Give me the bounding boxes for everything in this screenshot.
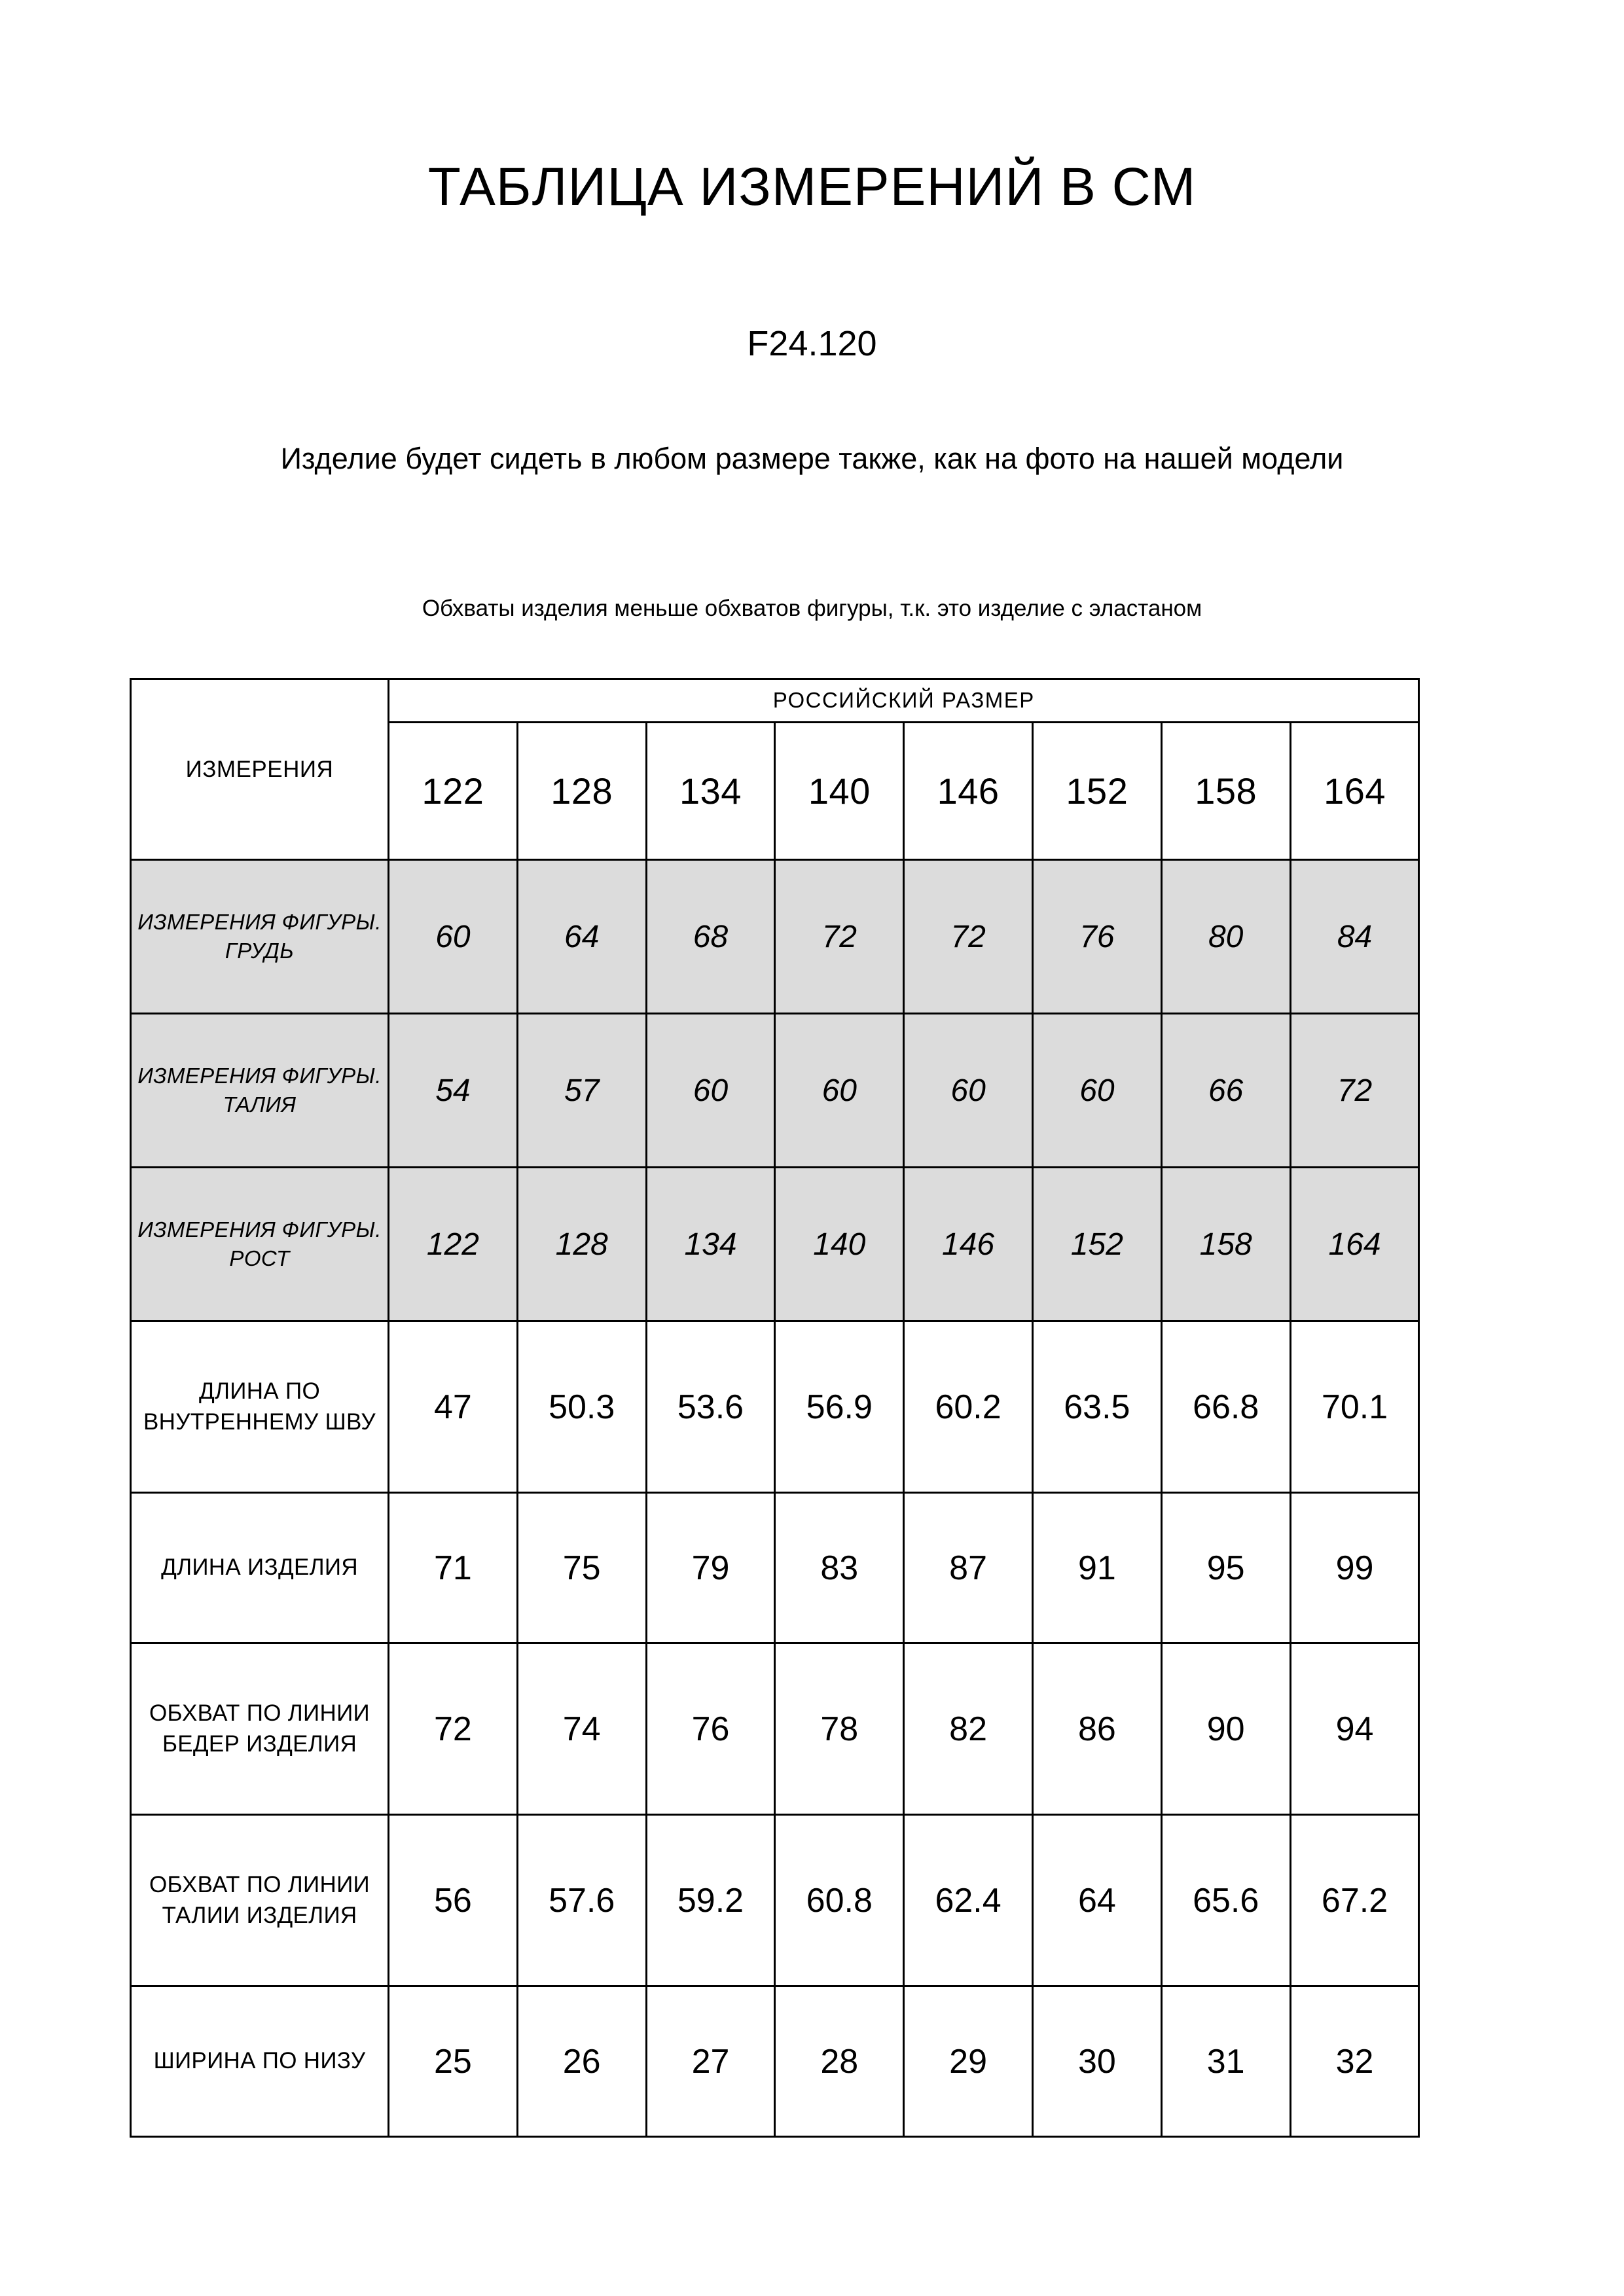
measurement-cell: 164 xyxy=(1290,1168,1419,1321)
size-column-header: 146 xyxy=(904,723,1033,860)
measurement-cell: 25 xyxy=(389,1986,518,2137)
measurement-cell: 146 xyxy=(904,1168,1033,1321)
size-group-header: РОССИЙСКИЙ РАЗМЕР xyxy=(389,679,1419,723)
size-column-header: 158 xyxy=(1161,723,1290,860)
table-row xyxy=(131,860,1419,1014)
fit-note: Изделие будет сидеть в любом размере также, как на фото на нашей модели xyxy=(280,442,1344,475)
table-row xyxy=(131,1643,1419,1815)
measurement-cell: 70.1 xyxy=(1290,1321,1419,1493)
row-label: ОБХВАТ ПО ЛИНИИ БЕДЕР ИЗДЕЛИЯ xyxy=(131,1643,389,1815)
product-code: F24.120 xyxy=(747,324,877,363)
size-table-container xyxy=(130,678,1418,2138)
measurement-cell: 152 xyxy=(1032,1168,1161,1321)
measurement-cell: 57.6 xyxy=(517,1815,646,1986)
measurement-cell: 140 xyxy=(775,1168,904,1321)
table-row xyxy=(131,1986,1419,2137)
measurement-cell: 66 xyxy=(1161,1014,1290,1168)
measurement-cell: 31 xyxy=(1161,1986,1290,2137)
measurement-cell: 158 xyxy=(1161,1168,1290,1321)
table-row xyxy=(131,1014,1419,1168)
size-column-header: 134 xyxy=(646,723,775,860)
measurement-cell: 57 xyxy=(517,1014,646,1168)
measurement-cell: 95 xyxy=(1161,1493,1290,1643)
size-column-header: 164 xyxy=(1290,723,1419,860)
table-row xyxy=(131,1168,1419,1321)
row-label: ИЗМЕРЕНИЯ ФИГУРЫ. ГРУДЬ xyxy=(131,860,389,1014)
measurement-cell: 29 xyxy=(904,1986,1033,2137)
measurement-cell: 66.8 xyxy=(1161,1321,1290,1493)
size-column-header: 152 xyxy=(1032,723,1161,860)
measurement-cell: 83 xyxy=(775,1493,904,1643)
measurement-cell: 32 xyxy=(1290,1986,1419,2137)
row-label: ОБХВАТ ПО ЛИНИИ ТАЛИИ ИЗДЕЛИЯ xyxy=(131,1815,389,1986)
measurement-cell: 86 xyxy=(1032,1643,1161,1815)
measurement-cell: 50.3 xyxy=(517,1321,646,1493)
measurement-cell: 74 xyxy=(517,1643,646,1815)
size-column-header: 122 xyxy=(389,723,518,860)
measurement-cell: 76 xyxy=(646,1643,775,1815)
measurement-cell: 67.2 xyxy=(1290,1815,1419,1986)
measurement-cell: 128 xyxy=(517,1168,646,1321)
measurement-cell: 65.6 xyxy=(1161,1815,1290,1986)
measurement-cell: 30 xyxy=(1032,1986,1161,2137)
measurement-cell: 99 xyxy=(1290,1493,1419,1643)
measurement-cell: 78 xyxy=(775,1643,904,1815)
table-body xyxy=(131,860,1419,2137)
measurement-cell: 72 xyxy=(775,860,904,1014)
measurement-cell: 64 xyxy=(517,860,646,1014)
measurement-cell: 80 xyxy=(1161,860,1290,1014)
measurement-cell: 60.8 xyxy=(775,1815,904,1986)
row-label: ДЛИНА ПО ВНУТРЕННЕМУ ШВУ xyxy=(131,1321,389,1493)
measurement-cell: 71 xyxy=(389,1493,518,1643)
measurement-cell: 79 xyxy=(646,1493,775,1643)
measurement-cell: 72 xyxy=(904,860,1033,1014)
size-column-header: 128 xyxy=(517,723,646,860)
row-label: ИЗМЕРЕНИЯ ФИГУРЫ. РОСТ xyxy=(131,1168,389,1321)
measurement-cell: 122 xyxy=(389,1168,518,1321)
row-label: ИЗМЕРЕНИЯ ФИГУРЫ. ТАЛИЯ xyxy=(131,1014,389,1168)
table-header-group-row xyxy=(131,679,1419,723)
table-corner-label: ИЗМЕРЕНИЯ xyxy=(131,679,389,860)
measurement-cell: 82 xyxy=(904,1643,1033,1815)
measurement-cell: 60 xyxy=(646,1014,775,1168)
measurement-cell: 72 xyxy=(1290,1014,1419,1168)
measurement-cell: 64 xyxy=(1032,1815,1161,1986)
measurement-cell: 56 xyxy=(389,1815,518,1986)
measurement-cell: 60 xyxy=(1032,1014,1161,1168)
measurement-cell: 84 xyxy=(1290,860,1419,1014)
measurement-cell: 47 xyxy=(389,1321,518,1493)
measurement-cell: 54 xyxy=(389,1014,518,1168)
measurement-cell: 68 xyxy=(646,860,775,1014)
measurement-cell: 63.5 xyxy=(1032,1321,1161,1493)
page-title: ТАБЛИЦА ИЗМЕРЕНИЙ В СМ xyxy=(427,157,1197,217)
measurement-cell: 87 xyxy=(904,1493,1033,1643)
table-row xyxy=(131,1815,1419,1986)
measurement-cell: 26 xyxy=(517,1986,646,2137)
measurement-cell: 75 xyxy=(517,1493,646,1643)
measurement-cell: 53.6 xyxy=(646,1321,775,1493)
measurement-cell: 90 xyxy=(1161,1643,1290,1815)
measurement-cell: 59.2 xyxy=(646,1815,775,1986)
measurement-cell: 60.2 xyxy=(904,1321,1033,1493)
measurement-cell: 62.4 xyxy=(904,1815,1033,1986)
measurement-cell: 27 xyxy=(646,1986,775,2137)
measurement-cell: 56.9 xyxy=(775,1321,904,1493)
table-row xyxy=(131,1321,1419,1493)
measurement-cell: 134 xyxy=(646,1168,775,1321)
measurement-cell: 60 xyxy=(904,1014,1033,1168)
measurement-cell: 72 xyxy=(389,1643,518,1815)
measurement-cell: 28 xyxy=(775,1986,904,2137)
measurement-cell: 60 xyxy=(775,1014,904,1168)
row-label: ДЛИНА ИЗДЕЛИЯ xyxy=(131,1493,389,1643)
size-column-header: 140 xyxy=(775,723,904,860)
row-label: ШИРИНА ПО НИЗУ xyxy=(131,1986,389,2137)
table-header xyxy=(131,679,1419,860)
elastane-note: Обхваты изделия меньше обхватов фигуры, т.к. это изделие с эластаном xyxy=(422,596,1202,621)
measurement-cell: 76 xyxy=(1032,860,1161,1014)
table-row xyxy=(131,1493,1419,1643)
measurement-cell: 91 xyxy=(1032,1493,1161,1643)
size-table xyxy=(130,678,1420,2138)
measurement-cell: 94 xyxy=(1290,1643,1419,1815)
measurement-cell: 60 xyxy=(389,860,518,1014)
